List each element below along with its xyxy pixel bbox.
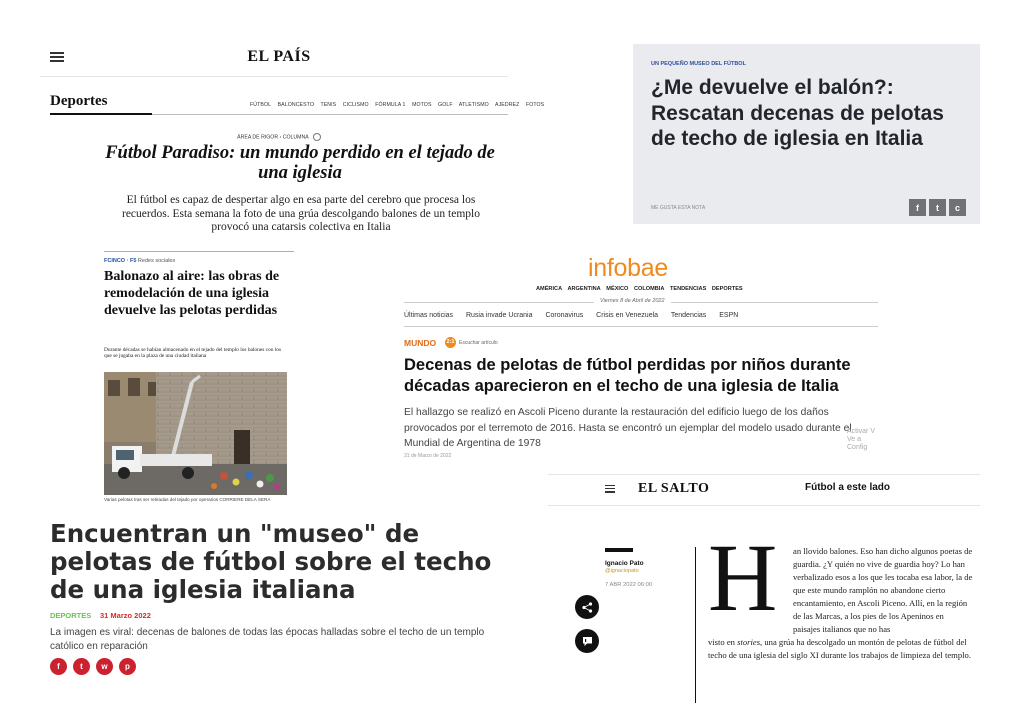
fcinco-clipping xyxy=(104,251,294,501)
category-label[interactable]: DEPORTES xyxy=(50,611,92,620)
grey-article-card xyxy=(633,44,980,224)
windows-activation-watermark xyxy=(847,428,882,452)
sub-nav xyxy=(404,312,749,319)
nav-item-golf[interactable]: GOLF xyxy=(438,102,453,108)
article-headline: Encuentran un "museo" de pelotas de fútbol sobre el techo de una iglesia italiana xyxy=(50,519,492,604)
brand-label[interactable]: FCINCO · F5 xyxy=(104,258,137,264)
subnav-item-coronavirus[interactable]: Coronavirus xyxy=(545,312,584,319)
nav-item-america[interactable]: AMÉRICA xyxy=(536,286,563,292)
subnav-item-venezuela[interactable]: Crisis en Venezuela xyxy=(596,312,659,319)
article-headline: Decenas de pelotas de fútbol perdidas por niños durante décadas aparecieron en el techo de una iglesia de Italia xyxy=(404,356,851,395)
article-dek: El fútbol es capaz de despertar algo en esa parte del cerebro que procesa los recuerdos. Esta semana la foto de una grúa descolgando balones de un templo provocó una catarsis colectiva en Italia xyxy=(122,194,480,233)
share-button[interactable] xyxy=(575,595,599,619)
social-share-buttons xyxy=(50,658,136,675)
body-emphasis: stories xyxy=(737,637,761,647)
author-accent-bar xyxy=(605,548,633,552)
photo-caption: Varias pelotas tras ser retiradas del tejado por operarios CORRIERE DELA SERA xyxy=(104,497,271,502)
nav-item-argentina[interactable]: ARGENTINA xyxy=(567,286,601,292)
publish-date: 31 Marzo 2022 xyxy=(100,611,151,620)
section-title[interactable]: Deportes xyxy=(50,93,108,109)
body-text: , una grúa ha descolgado un montón de pelotas de fútbol del techo de una iglesia del siglo XI durante los trabajos de limpieza del templo. xyxy=(708,637,971,660)
subnav-item-ultimas[interactable]: Últimas noticias xyxy=(404,312,454,319)
photo-illustration xyxy=(104,372,287,495)
accent-strip xyxy=(104,251,294,252)
elpais-logo[interactable]: EL PAÍS xyxy=(247,48,311,65)
church-crane-photo xyxy=(104,372,287,495)
divider xyxy=(152,114,508,115)
article-kicker: ÁREA DE RIGOR › COLUMNA xyxy=(40,133,518,141)
share-buttons xyxy=(909,199,966,216)
drop-cap: H xyxy=(708,524,778,631)
facebook-icon[interactable]: f xyxy=(909,199,926,216)
divider xyxy=(404,326,878,327)
subnav-item-tendencias[interactable]: Tendencias xyxy=(670,312,707,319)
subnav-item-espn[interactable]: ESPN xyxy=(719,312,739,319)
publish-date: 7 ABR 2022 06:00 xyxy=(605,582,653,588)
divider xyxy=(548,505,980,506)
listen-article-link[interactable]: Escuchar artículo xyxy=(459,340,498,346)
article-timestamp: 31 de Marzo de 2022 xyxy=(404,453,452,459)
card-kicker[interactable]: UN PEQUEÑO MUSEO DEL FÚTBOL xyxy=(651,61,746,67)
comment-button[interactable] xyxy=(575,629,599,653)
nav-item-formula1[interactable]: FÓRMULA 1 xyxy=(375,102,406,108)
facebook-icon[interactable]: f xyxy=(50,658,67,675)
category-label[interactable]: MUNDO xyxy=(404,338,437,348)
nav-item-mexico[interactable]: MÉXICO xyxy=(606,286,629,292)
twitter-icon[interactable]: t xyxy=(929,199,946,216)
section-underline xyxy=(50,113,152,115)
activate-line-1: Activar V xyxy=(847,428,876,435)
article-dek: La imagen es viral: decenas de balones de todas las épocas halladas sobre el techo de un templo católico en reparación xyxy=(50,627,485,652)
body-text: visto en xyxy=(708,637,738,647)
hamburger-menu-icon[interactable] xyxy=(605,485,615,493)
audio-badge[interactable]: 2:1 xyxy=(445,337,456,348)
divider xyxy=(40,76,508,77)
nav-item-futbol[interactable]: FÚTBOL xyxy=(250,102,272,108)
twitter-icon[interactable]: t xyxy=(73,658,90,675)
edition-date: Viernes 8 de Abril de 2022 xyxy=(594,298,671,304)
card-headline: ¿Me devuelve el balón?: Rescatan decenas de pelotas de techo de iglesia en Italia xyxy=(651,76,944,150)
section-tagline[interactable]: Fútbol a este lado xyxy=(805,482,891,493)
kicker-section[interactable]: ÁREA DE RIGOR xyxy=(237,134,279,141)
article-headline: Fútbol Paradiso: un mundo perdido en el tejado de una iglesia xyxy=(105,143,495,183)
article-body-continued xyxy=(708,636,978,662)
column-rule xyxy=(695,547,696,703)
article-dek: El hallazgo se realizó en Ascoli Piceno durante la restauración del edificio luego de los daños provocados por el terremoto de 2016. Hasta se encontró un ejemplar del modelo usado durante el Mundial de Argentina de 1978 xyxy=(404,407,852,449)
nav-item-motos[interactable]: MOTOS xyxy=(412,102,432,108)
tag-label: Redes sociales xyxy=(137,258,176,264)
subnav-item-rusia[interactable]: Rusia invade Ucrania xyxy=(465,312,533,319)
article-body-start: an llovido balones. Eso han dicho algunos poetas de guardia. ¿Y quién no vive de guardia hoy? Lo han verbalizado esos a los que les tocaba esa labor, la de que este mundo ramplón no abandone cierto encantamiento, en Ascoli Piceno. Allí, en la región de las Marcas, a los pies de los Apeninos en paisajes italianos que no has xyxy=(793,546,973,634)
activate-line-2: Ve a Config xyxy=(847,436,868,451)
author-name[interactable]: Ignacio Pato xyxy=(605,560,644,567)
author-handle[interactable]: @ignaciopato xyxy=(605,568,639,574)
nav-item-baloncesto[interactable]: BALONCESTO xyxy=(277,102,314,108)
whatsapp-icon[interactable]: w xyxy=(96,658,113,675)
comment-icon xyxy=(582,636,593,647)
elsalto-clipping xyxy=(548,474,980,714)
share-icon xyxy=(582,602,593,613)
article-lead: Durante décadas se habían almacenado en el tejado del templo los balones con los que se jugaba en la plaza de una ciudad italiana xyxy=(104,347,282,360)
nav-item-colombia[interactable]: COLOMBIA xyxy=(633,286,665,292)
museo-clipping xyxy=(50,520,520,720)
nav-item-tenis[interactable]: TENIS xyxy=(320,102,337,108)
article-headline: Balonazo al aire: las obras de remodelación de una iglesia devuelve las pelotas perdidas xyxy=(104,269,280,318)
elpais-clipping xyxy=(40,40,545,245)
info-icon[interactable] xyxy=(313,133,321,141)
top-nav xyxy=(536,286,747,292)
elsalto-logo[interactable]: EL SALTO xyxy=(638,481,710,496)
nav-item-ajedrez[interactable]: AJEDREZ xyxy=(495,102,520,108)
print-icon[interactable]: p xyxy=(119,658,136,675)
nav-item-ciclismo[interactable]: CICLISMO xyxy=(342,102,369,108)
nav-item-deportes[interactable]: DEPORTES xyxy=(711,286,743,292)
divider xyxy=(548,474,980,475)
nav-item-tendencias[interactable]: TENDENCIAS xyxy=(669,286,707,292)
comment-icon[interactable]: c xyxy=(949,199,966,216)
infobae-clipping xyxy=(404,250,882,465)
section-nav xyxy=(250,102,549,108)
infobae-logo[interactable]: infobae xyxy=(588,254,668,282)
nav-item-fotos[interactable]: FOTOS xyxy=(525,102,545,108)
nav-item-atletismo[interactable]: ATLETISMO xyxy=(458,102,489,108)
like-label[interactable]: ME GUSTA ESTA NOTA xyxy=(651,205,706,211)
article-tag xyxy=(104,258,175,264)
kicker-type: COLUMNA xyxy=(282,134,309,141)
